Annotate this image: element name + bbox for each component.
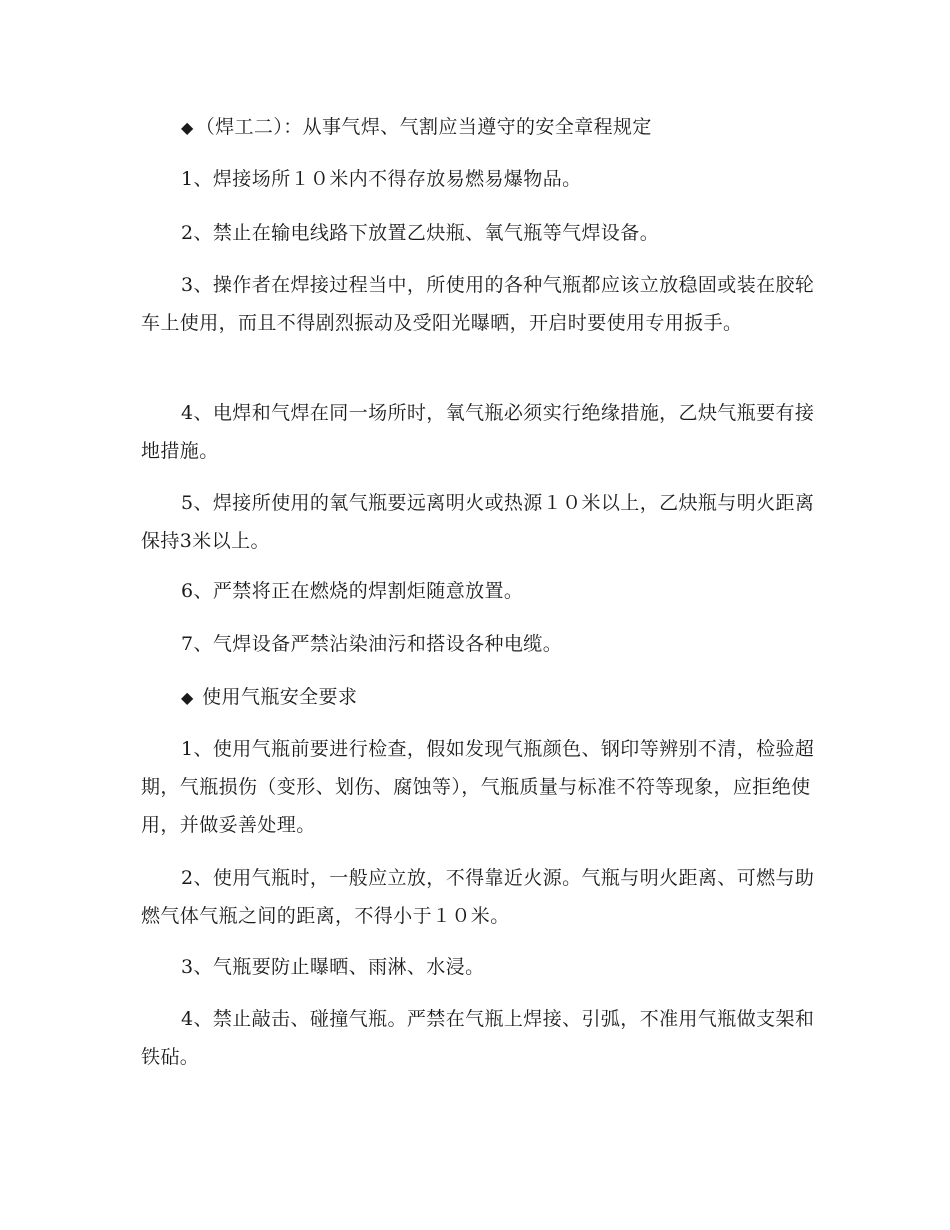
rule-item: 2、使用气瓶时，一般应立放，不得靠近火源。气瓶与明火距离、可燃与助燃气体气瓶之间的距离，不得小于１０米。	[141, 867, 815, 927]
section-heading-text: （焊工二）：从事气焊、气割应当遵守的安全章程规定	[195, 116, 652, 138]
rule-item: 3、气瓶要防止曝晒、雨淋、水浸。	[181, 956, 485, 978]
rule-item: 4、禁止敲击、碰撞气瓶。严禁在气瓶上焊接、引弧，不准用气瓶做支架和铁砧。	[141, 1008, 815, 1068]
rule-item: 6、严禁将正在燃烧的焊割炬随意放置。	[181, 580, 524, 602]
diamond-bullet-icon: ◆	[181, 118, 194, 137]
rule-item: 7、气焊设备严禁沾染油污和搭设各种电缆。	[181, 633, 563, 655]
diamond-bullet-icon: ◆	[181, 688, 194, 707]
rule-item: 2、禁止在输电线路下放置乙炔瓶、氧气瓶等气焊设备。	[181, 222, 660, 244]
section-heading-cylinder	[181, 678, 821, 717]
rule-item: 3、操作者在焊接过程当中，所使用的各种气瓶都应该立放稳固或装在胶轮车上使用，而且不得剧烈振动及受阳光曝晒，开启时要使用专用扳手。	[141, 274, 815, 334]
rule-item: 5、焊接所使用的氧气瓶要远离明火或热源１０米以上，乙炔瓶与明火距离保持3米以上。	[141, 492, 815, 552]
rule-item: 1、焊接场所１０米内不得存放易燃易爆物品。	[181, 168, 582, 190]
section-heading-text: 使用气瓶安全要求	[195, 686, 358, 708]
rule-item: 1、使用气瓶前要进行检查，假如发现气瓶颜色、钢印等辨别不清，检验超期，气瓶损伤（变形、划伤、腐蚀等），气瓶质量与标准不符等现象，应拒绝使用，并做妥善处理。	[141, 738, 815, 836]
rule-item: 4、电焊和气焊在同一场所时，氧气瓶必须实行绝缘措施，乙炔气瓶要有接地措施。	[141, 402, 815, 462]
section-heading-welder	[181, 108, 821, 147]
